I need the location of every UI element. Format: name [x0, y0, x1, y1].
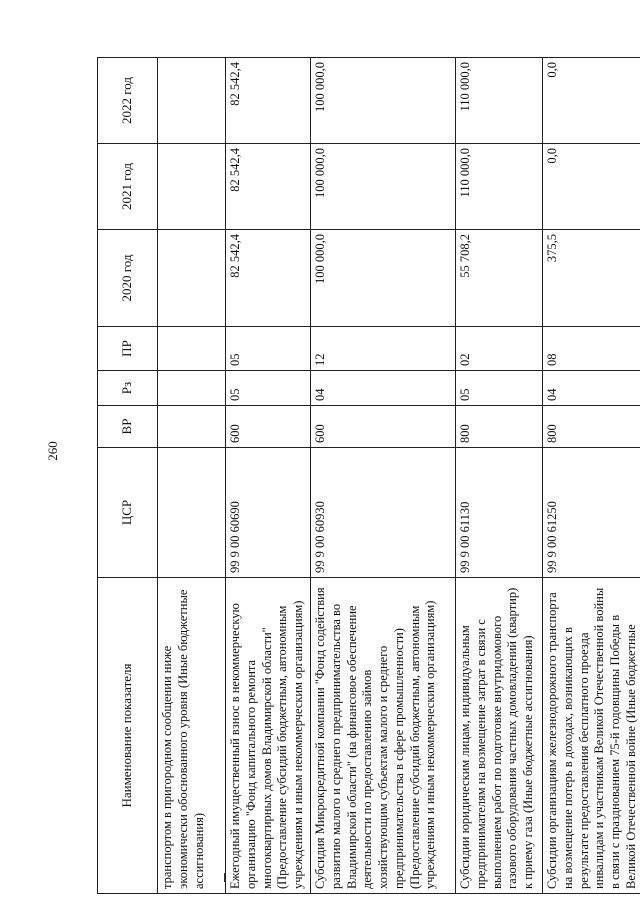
- row-pr: 12: [311, 327, 456, 371]
- row-2022: [158, 58, 226, 144]
- row-csr: [158, 448, 226, 578]
- row-2022: 0,0: [543, 58, 640, 144]
- page-number: 260: [44, 441, 60, 461]
- row-2022: 110 000,0: [456, 58, 543, 144]
- row-2021: 110 000,0: [456, 144, 543, 230]
- row-2022: 100 000,0: [311, 58, 456, 144]
- row-name: Субсидия Микрокредитной компании "Фонд содействия развитию малого и среднего предпринимательства во Владимирской области" (на финансовое обеспечение деятельности по предоставлению займов хозяйствующим субъектам малого и среднего предпринимательства в сфере промышленности) (Предоставление субсидий бюджетным, автономным учреждениям и иным некоммерческим организациям): [311, 578, 456, 894]
- header-vr: ВР: [98, 406, 158, 448]
- row-name: Субсидии юридическим лицам, индивидуальным предпринимателям на возмещение затрат в связи с выполнением работ по подготовке внутридомового газового оборудования частных домовладений (квартир) к приему газа (Иные бюджетные ассигнования): [456, 578, 543, 894]
- row-csr: 99 9 00 60930: [311, 448, 456, 578]
- header-2020: 2020 год: [98, 230, 158, 327]
- row-2021: 0,0: [543, 144, 640, 230]
- row-rz: 05: [456, 371, 543, 406]
- row-vr: 800: [543, 406, 640, 448]
- row-2021: [158, 144, 226, 230]
- budget-table: [97, 57, 640, 894]
- row-pr: [158, 327, 226, 371]
- row-csr: 99 9 00 61130: [456, 448, 543, 578]
- row-csr: 99 9 00 61250: [543, 448, 640, 578]
- row-2020: 375,5: [543, 230, 640, 327]
- header-pr: ПР: [98, 327, 158, 371]
- row-name: Субсидии организациям железнодорожного транспорта на возмещение потерь в доходах, возникающих в результате предоставления бесплатного проезда инвалидам и участникам Великой Отечественной войны в связи с празднованием 75-й годовщины Победы в Великой Отечественной войне (Иные бюджетные: [543, 578, 640, 894]
- row-vr: 600: [226, 406, 311, 448]
- row-pr: 08: [543, 327, 640, 371]
- row-rz: 05: [226, 371, 311, 406]
- row-2020: 55 708,2: [456, 230, 543, 327]
- rotated-table-frame: [97, 58, 638, 894]
- row-pr: 02: [456, 327, 543, 371]
- row-2020: 100 000,0: [311, 230, 456, 327]
- header-name: Наименование показателя: [98, 578, 158, 894]
- table-row: [158, 58, 226, 894]
- row-vr: 800: [456, 406, 543, 448]
- row-name: Ежегодный имущественный взнос в некоммерческую организацию "Фонд капитального ремонта многоквартирных домов Владимирской области" (Предоставление субсидий бюджетным, автономным учреждениям и иным некоммерческим организациям): [226, 578, 311, 894]
- table-row: [456, 58, 543, 894]
- header-rz: Рз: [98, 371, 158, 406]
- header-2021: 2021 год: [98, 144, 158, 230]
- header-2022: 2022 год: [98, 58, 158, 144]
- table-row: [226, 58, 311, 894]
- row-csr: 99 9 00 60690: [226, 448, 311, 578]
- header-csr: ЦСР: [98, 448, 158, 578]
- row-2022: 82 542,4: [226, 58, 311, 144]
- row-name: транспортом в пригородном сообщении ниже экономически обоснованного уровня (Иные бюджетные ассигнования): [158, 578, 226, 894]
- table-row: [311, 58, 456, 894]
- row-2020: 82 542,4: [226, 230, 311, 327]
- table-row: [543, 58, 640, 894]
- row-pr: 05: [226, 327, 311, 371]
- row-rz: [158, 371, 226, 406]
- row-2021: 82 542,4: [226, 144, 311, 230]
- row-vr: [158, 406, 226, 448]
- row-2021: 100 000,0: [311, 144, 456, 230]
- row-vr: 600: [311, 406, 456, 448]
- row-rz: 04: [311, 371, 456, 406]
- row-rz: 04: [543, 371, 640, 406]
- row-2020: [158, 230, 226, 327]
- table-header-row: [98, 58, 158, 894]
